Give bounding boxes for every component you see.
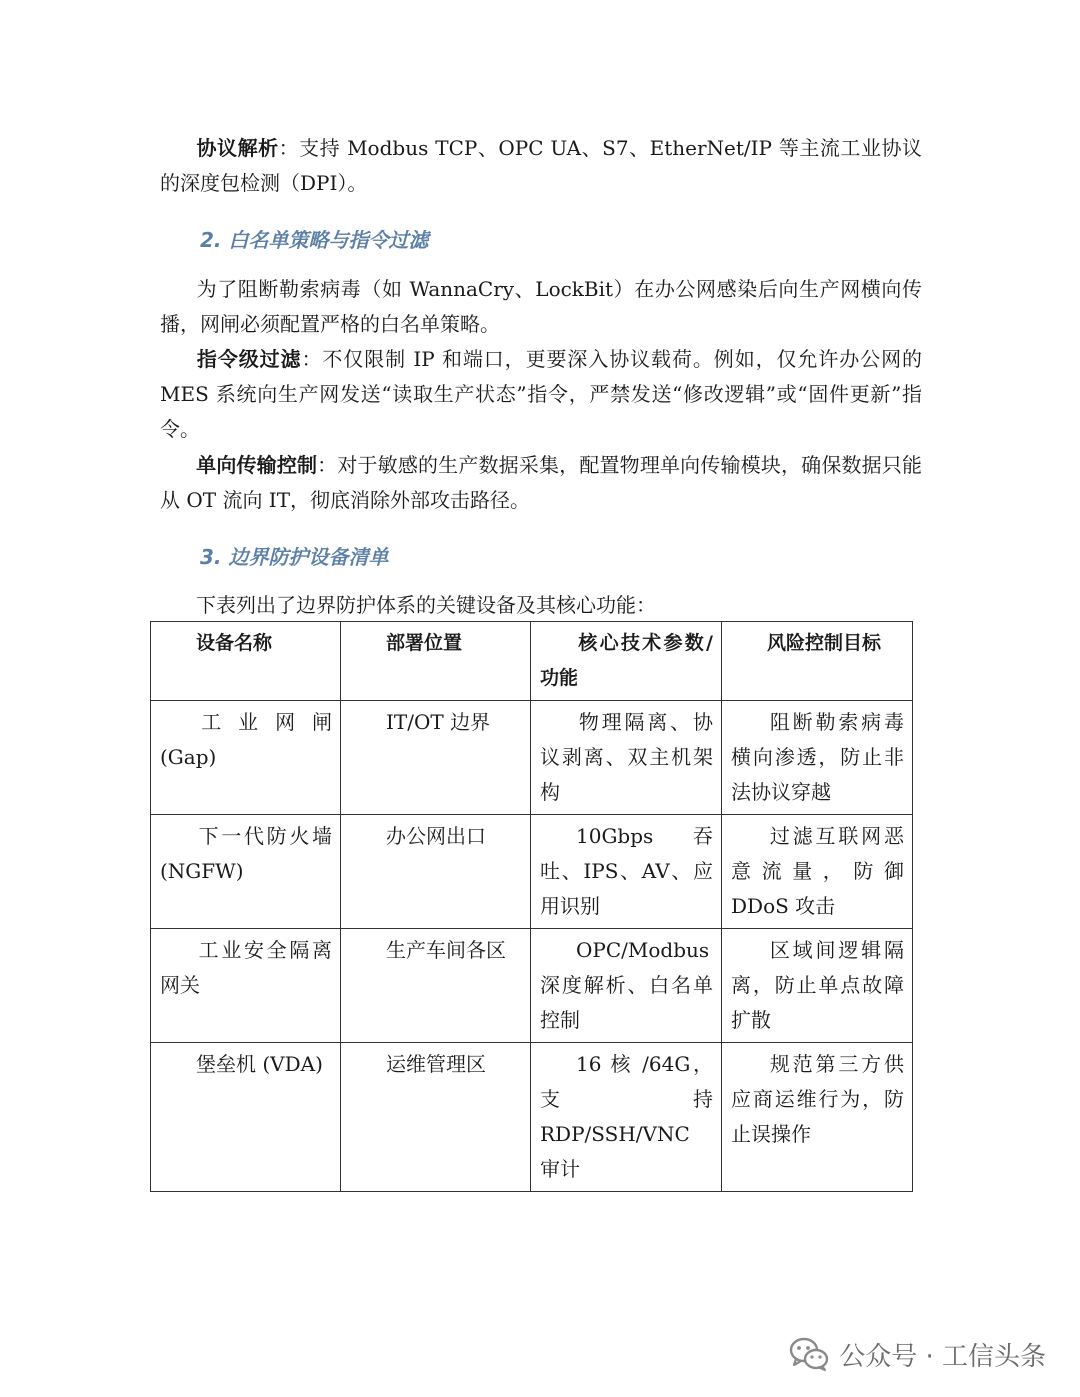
wechat-icon [789,1336,829,1372]
table-cell: 工 业 网 闸 (Gap) [151,701,341,815]
table-row [151,815,913,929]
table-cell: OPC/Modbus 深度解析、白名单控制 [531,929,722,1043]
term-protocol-parsing: 协议解析 [196,136,279,160]
table-row [151,1043,913,1192]
table-cell: 区域间逻辑隔离，防止单点故障扩散 [722,929,913,1043]
table-cell: 规范第三方供应商运维行为，防止误操作 [722,1043,913,1192]
table-cell: 阻断勒索病毒横向渗透，防止非法协议穿越 [722,701,913,815]
device-table [150,621,913,1192]
table-cell: 物理隔离、协议剥离、双主机架构 [531,701,722,815]
table-cell: 过滤互联网恶意流量，防御 DDoS 攻击 [722,815,913,929]
table-row [151,701,913,815]
term-one-way-transfer: 单向传输控制 [196,453,318,477]
watermark-text: 公众号 · 工信头条 [839,1341,1046,1372]
paragraph-text: ：对于敏感的生产数据采集，配置物理单向传输模块，确保数据只能从 OT 流向 IT，彻底消除外部攻击路径。 [160,453,923,512]
paragraph-table-intro [160,588,922,623]
watermark [789,1334,1046,1374]
header-cell: 核心技术参数/功能 [531,622,722,701]
table-cell: 运维管理区 [341,1043,531,1192]
table-cell: 工业安全隔离网关 [151,929,341,1043]
header-cell: 部署位置 [341,622,531,701]
table-header-row [151,622,913,701]
section-heading-devices: 3. 边界防护设备清单 [200,545,389,569]
table-row [151,929,913,1043]
paragraph-text: 下表列出了边界防护体系的关键设备及其核心功能： [196,593,656,617]
term-command-filter: 指令级过滤 [196,347,302,371]
table-cell: 10Gbps 吞吐、IPS、AV、应用识别 [531,815,722,929]
paragraph-command-filter [160,342,922,447]
paragraph-ransomware [160,272,922,342]
section-heading-whitelist: 2. 白名单策略与指令过滤 [200,228,429,252]
table-cell: 下一代防火墙 (NGFW) [151,815,341,929]
paragraph-text: ：不仅限制 IP 和端口，更要深入协议载荷。例如，仅允许办公网的 MES 系统向生产网发送“读取生产状态”指令，严禁发送“修改逻辑”或“固件更新”指令。 [160,347,923,441]
paragraph-protocol-parsing [160,131,922,201]
paragraph-text: 为了阻断勒索病毒（如 WannaCry、LockBit）在办公网感染后向生产网横向传播，网闸必须配置严格的白名单策略。 [160,277,922,336]
table-cell: 办公网出口 [341,815,531,929]
table-cell: 生产车间各区 [341,929,531,1043]
table-cell: IT/OT 边界 [341,701,531,815]
header-cell: 风险控制目标 [722,622,913,701]
paragraph-text: ：支持 Modbus TCP、OPC UA、S7、EtherNet/IP 等主流工业协议的深度包检测（DPI）。 [160,136,923,195]
header-cell: 设备名称 [151,622,341,701]
table-cell: 堡垒机 (VDA) [151,1043,341,1192]
table-cell: 16 核 /64G，支持 RDP/SSH/VNC 审计 [531,1043,722,1192]
paragraph-one-way-transfer [160,448,922,518]
